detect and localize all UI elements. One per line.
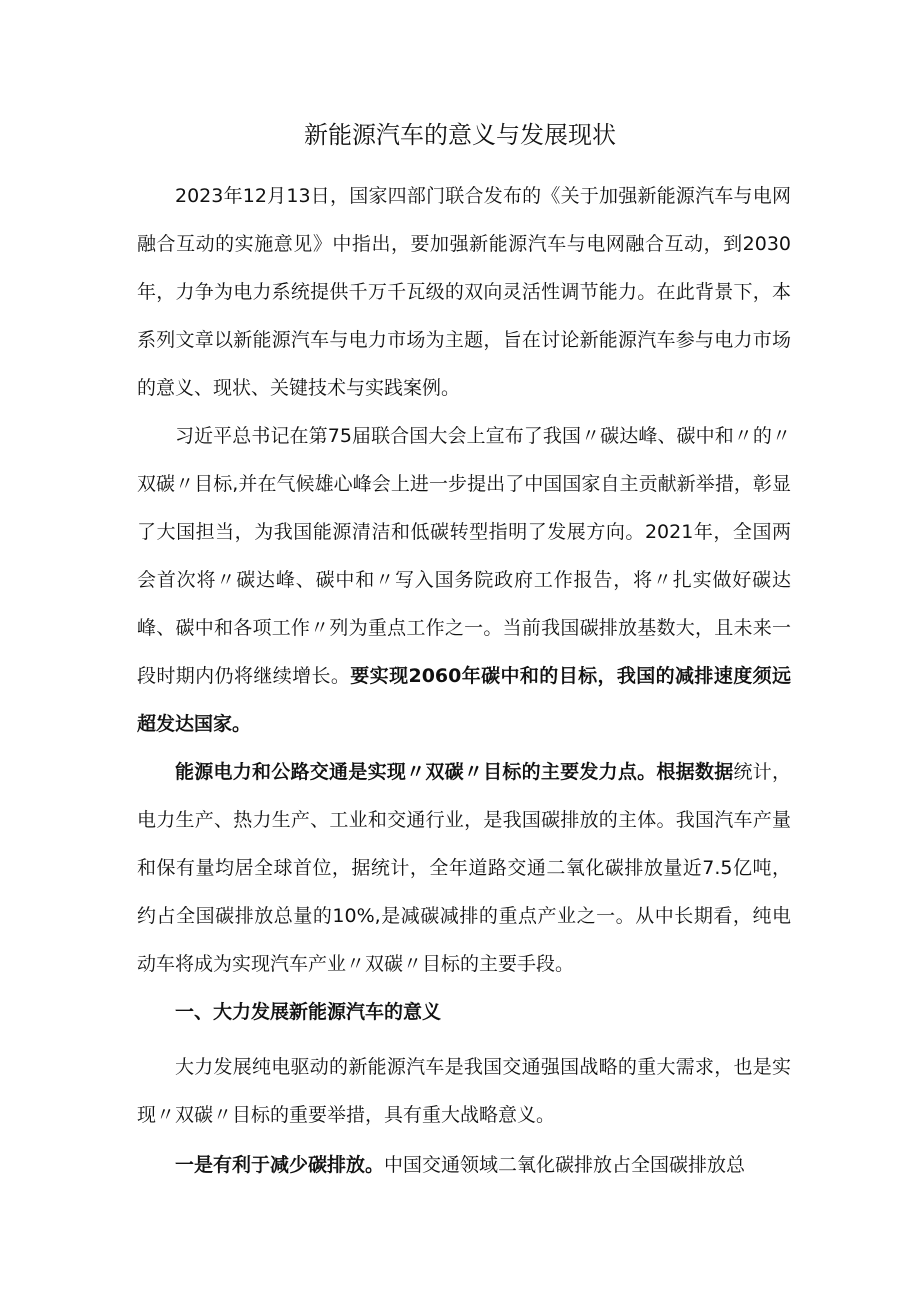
paragraph-text: 统计，电力生产、热力生产、工业和交通行业，是我国碳排放的主体。我国汽车产量和保有量均居全球首位，据统计，全年道路交通二氧化碳排放量近7.5亿吨，约占全国碳排放总量的10%,是减碳减排的重点产业之一。从中长期看，纯电动车将成为实现汽车产业〃双碳〃目标的主要手段。 [137, 761, 791, 975]
paragraph-text: 中国交通领域二氧化碳排放占全国碳排放总 [384, 1154, 746, 1176]
paragraph-emphasis: 一是有利于减少碳排放。 [175, 1154, 385, 1176]
paragraph-emphasis: 能源电力和公路交通是实现〃双碳〃目标的主要发力点。根据数据 [175, 761, 734, 783]
section-heading: 一、大力发展新能源汽车的意义 [175, 1001, 442, 1023]
paragraph-dual-carbon [137, 412, 791, 748]
paragraph-first-point [137, 1141, 791, 1189]
document-title: 新能源汽车的意义与发展现状 [304, 121, 616, 149]
paragraph-emphasis: 要实现2060年碳中和的目标，我国的减排速度须远超发达国家。 [137, 665, 791, 735]
paragraph-text: 习近平总书记在第75届联合国大会上宣布了我国〃碳达峰、碳中和〃的〃双碳〃目标,并在气候雄心峰会上进一步提出了中国国家自主贡献新举措，彰显了大国担当，为我国能源清洁和低碳转型指明了发展方向。2021年，全国两会首次将〃碳达峰、碳中和〃写入国务院政府工作报告，将〃扎实做好碳达峰、碳中和各项工作〃列为重点工作之一。当前我国碳排放基数大，且未来一段时期内仍将继续增长。 [137, 425, 791, 687]
paragraph-significance: 大力发展纯电驱动的新能源汽车是我国交通强国战略的重大需求，也是实现〃双碳〃目标的重要举措，具有重大战略意义。 [137, 1056, 791, 1126]
paragraph-intro: 2023年12月13日，国家四部门联合发布的《关于加强新能源汽车与电网融合互动的实施意见》中指出，要加强新能源汽车与电网融合互动，到2030年，力争为电力系统提供千万千瓦级的双向灵活性调节能力。在此背景下，本系列文章以新能源汽车与电力市场为主题，旨在讨论新能源汽车参与电力市场的意义、现状、关键技术与实践案例。 [137, 185, 791, 399]
paragraph-energy-transport [137, 748, 791, 988]
